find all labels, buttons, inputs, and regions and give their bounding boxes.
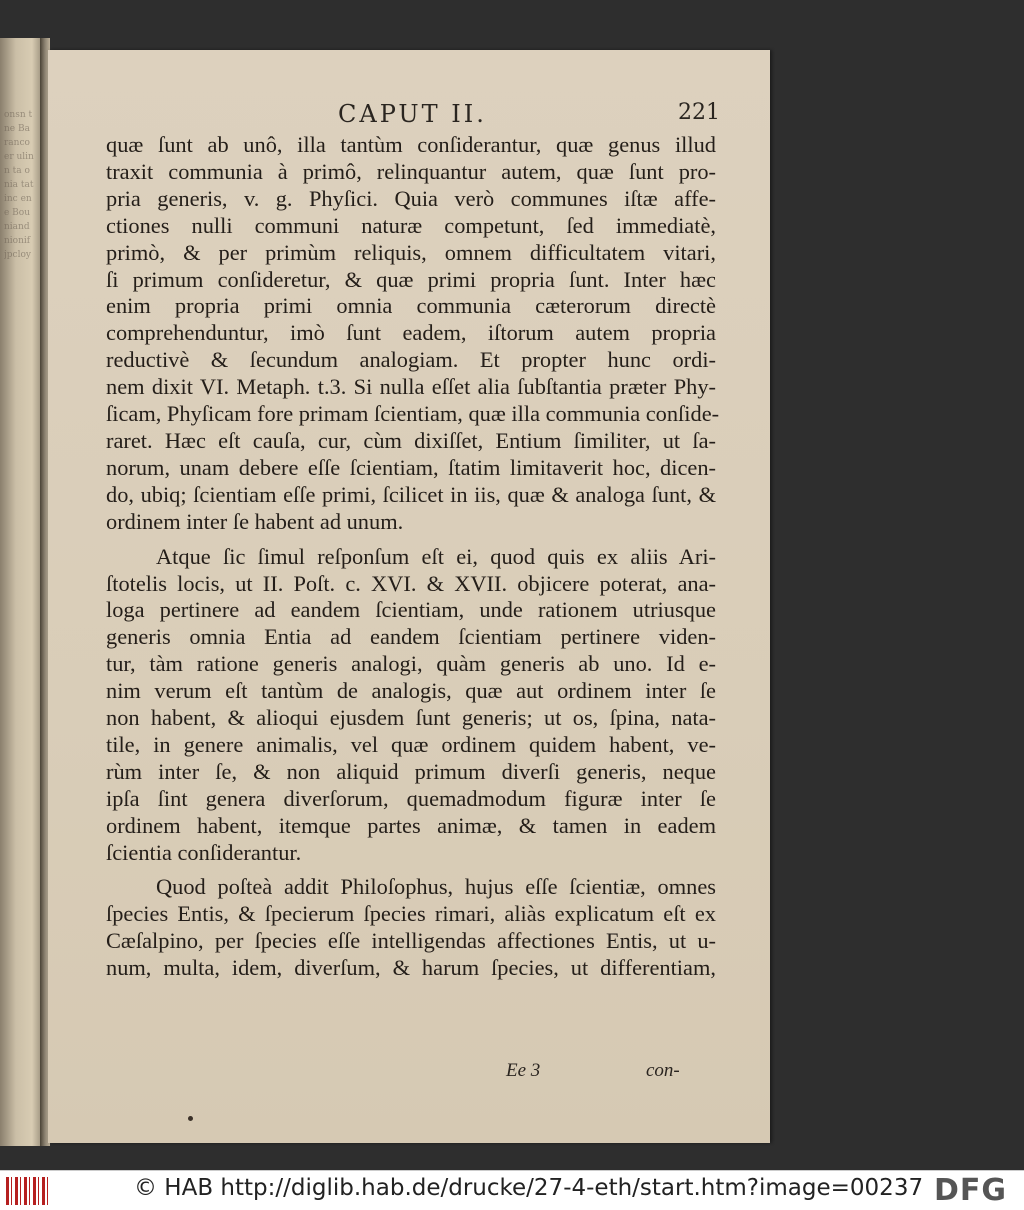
text-line: enim propria primi omnia communia cæterorum directè bbox=[106, 293, 716, 319]
text-line: ſtotelis locis, ut II. Poſt. c. XVI. & XVII. objicere poterat, ana- bbox=[106, 570, 716, 596]
text-line: ordinem inter ſe habent ad unum. bbox=[106, 508, 404, 534]
running-head bbox=[338, 100, 718, 128]
previous-page-edge bbox=[0, 38, 40, 1146]
text-line: Cæſalpino, per ſpecies eſſe intelligendas affectiones Entis, ut u- bbox=[106, 928, 716, 954]
text-line: pria generis, v. g. Phyſici. Quia verò communes iſtæ affe- bbox=[106, 185, 716, 211]
text-line: Atque ſic ſimul reſponſum eſt ei, quod quis ex aliis Ari- bbox=[156, 543, 716, 569]
text-line: Quod poſteà addit Philoſophus, hujus eſſe ſcientiæ, omnes bbox=[156, 874, 716, 900]
text-line: rùm inter ſe, & non aliquid primum diverſi generis, neque bbox=[106, 758, 716, 784]
text-line: num, multa, idem, diverſum, & harum ſpecies, ut differentiam, bbox=[106, 955, 716, 981]
text-line: quæ ſunt ab unô, illa tantùm conſiderantur, quæ genus illud bbox=[106, 132, 716, 157]
previous-page-text: onsn t ne Baranco er ulin n ta onia tatinc ene Bouniand nionif jpcloy bbox=[4, 110, 34, 260]
dfg-logo: DFG bbox=[934, 1173, 1008, 1208]
text-line: ctiones nulli communi naturæ competunt, ſed immediatè, bbox=[106, 212, 716, 238]
text-line: traxit communia à primô, relinquantur autem, quæ ſunt pro- bbox=[106, 158, 716, 184]
text-line: non habent, & alioqui ejusdem ſunt generis; ut os, ſpina, nata- bbox=[106, 705, 716, 731]
text-line: nim verum eſt tantùm de analogis, quæ aut ordinem inter ſe bbox=[106, 678, 716, 704]
text-line: raret. Hæc eſt cauſa, cur, cùm dixiſſet, Entium ſimiliter, ut ſa- bbox=[106, 427, 716, 453]
paragraph-gap bbox=[106, 536, 716, 544]
running-head-title: CAPUT II. bbox=[338, 100, 487, 128]
ink-dot bbox=[188, 1116, 193, 1121]
page-number: 221 bbox=[678, 100, 720, 125]
text-line: tur, tàm ratione generis analogi, quàm generis ab uno. Id e- bbox=[106, 651, 716, 677]
text-line: loga pertinere ad eandem ſcientiam, unde rationem utriusque bbox=[106, 597, 716, 623]
text-line: primò, & per primùm reliquis, omnem difficultatem vitari, bbox=[106, 239, 716, 265]
text-line: ſicam, Phyſicam fore primam ſcientiam, quæ illa communia conſide- bbox=[106, 401, 720, 427]
text-line: ipſa ſint genera diverſorum, quemadmodum figuræ inter ſe bbox=[106, 785, 716, 811]
text-line: ſcientia conſiderantur. bbox=[106, 839, 302, 865]
text-line: do, ubiq; ſcientiam eſſe primi, ſcilicet in iis, quæ & analoga ſunt, & bbox=[106, 481, 716, 507]
text-line: ſi primum conſideretur, & quæ primi propria ſunt. Inter hæc bbox=[106, 266, 716, 292]
credit-link[interactable]: © HAB http://diglib.hab.de/drucke/27-4-eth/start.htm?image=00237 bbox=[134, 1175, 924, 1201]
text-line: ordinem habent, itemque partes animæ, & tamen in eadem bbox=[106, 812, 716, 838]
body-text bbox=[106, 132, 720, 982]
catchword: con- bbox=[646, 1060, 680, 1081]
text-line: norum, unam debere eſſe ſcientiam, ſtatim limitaverit hoc, dicen- bbox=[106, 454, 716, 480]
document-page bbox=[48, 50, 770, 1143]
text-line: reductivè & ſecundum analogiam. Et propter hunc ordi- bbox=[106, 347, 716, 373]
hab-barcode-logo bbox=[6, 1177, 48, 1205]
text-line: tile, in genere animalis, vel quæ ordinem quidem habent, ve- bbox=[106, 731, 716, 757]
paragraph-gap bbox=[106, 866, 716, 874]
text-line: generis omnia Entia ad eandem ſcientiam pertinere viden- bbox=[106, 624, 716, 650]
bottom-credit-bar bbox=[0, 1170, 1024, 1210]
signature-mark: Ee 3 bbox=[506, 1060, 541, 1081]
text-line: nem dixit VI. Metaph. t.3. Si nulla eſſet alia ſubſtantia præter Phy- bbox=[106, 374, 716, 400]
text-line: comprehenduntur, imò ſunt eadem, iſtorum autem propria bbox=[106, 320, 716, 346]
text-line: ſpecies Entis, & ſpecierum ſpecies rimari, aliàs explicatum eſt ex bbox=[106, 901, 716, 927]
page-footer bbox=[506, 1060, 716, 1082]
